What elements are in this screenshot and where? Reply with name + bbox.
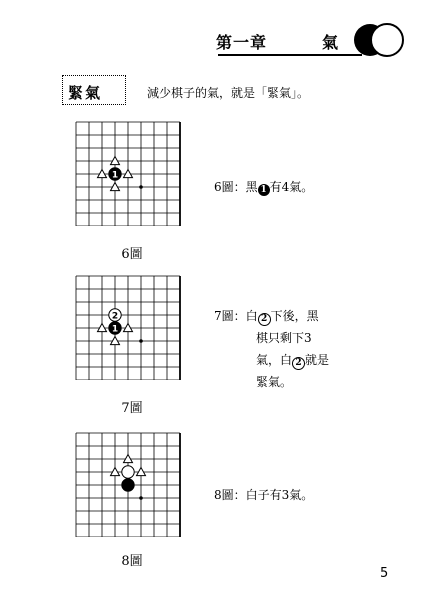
page-number: 5 — [380, 566, 389, 581]
caption-line: 氣，白 2 就是 — [256, 353, 330, 368]
chapter-title: 第一章 — [216, 33, 268, 52]
chapter-circles-icon — [352, 22, 408, 58]
liberty-triangle — [111, 157, 120, 165]
black-stone — [122, 479, 134, 491]
white-stone-icon: 2 — [292, 357, 305, 370]
section-label: 緊氣 — [68, 84, 103, 102]
header-rule — [218, 54, 362, 56]
stone-number: 2 — [111, 311, 119, 322]
caption-line: 8圖：白子有3氣。 — [214, 488, 314, 502]
figure-label-6: 6圖 — [121, 247, 143, 262]
star-point — [139, 185, 143, 189]
star-point — [139, 496, 143, 500]
stone-number: 1 — [111, 324, 119, 335]
black-stone-icon: 1 — [258, 184, 270, 196]
caption-line: 緊氣。 — [256, 375, 293, 389]
go-board-8 — [72, 431, 188, 537]
liberty-triangle — [137, 468, 146, 476]
go-board-6 — [72, 120, 188, 226]
liberty-triangle — [98, 324, 107, 332]
liberty-triangle — [111, 337, 120, 345]
star-point — [139, 339, 143, 343]
section-text: 減少棋子的氣，就是「緊氣」。 — [147, 86, 310, 100]
caption-line: 7圖：白 2 下後，黑 — [214, 309, 319, 324]
figure-label-7: 7圖 — [121, 401, 143, 416]
liberty-triangle — [111, 183, 120, 191]
stone-number: 1 — [111, 170, 119, 181]
white-stone — [122, 466, 134, 478]
figure-caption-6 — [214, 176, 313, 198]
chapter-topic: 氣 — [322, 33, 339, 52]
liberty-triangle — [124, 324, 133, 332]
liberty-triangle — [98, 170, 107, 178]
caption-line: 6圖：黑 1 有4氣。 — [214, 180, 314, 195]
white-stone-icon: 2 — [258, 313, 271, 326]
caption-line: 棋只剩下3 — [256, 331, 312, 345]
liberty-triangle — [111, 468, 120, 476]
figure-label-8: 8圖 — [121, 554, 143, 569]
figure-caption-7 — [214, 305, 329, 393]
go-board-7 — [72, 274, 188, 380]
liberty-triangle — [124, 170, 133, 178]
figure-caption-8 — [214, 484, 313, 506]
liberty-triangle — [124, 455, 133, 463]
